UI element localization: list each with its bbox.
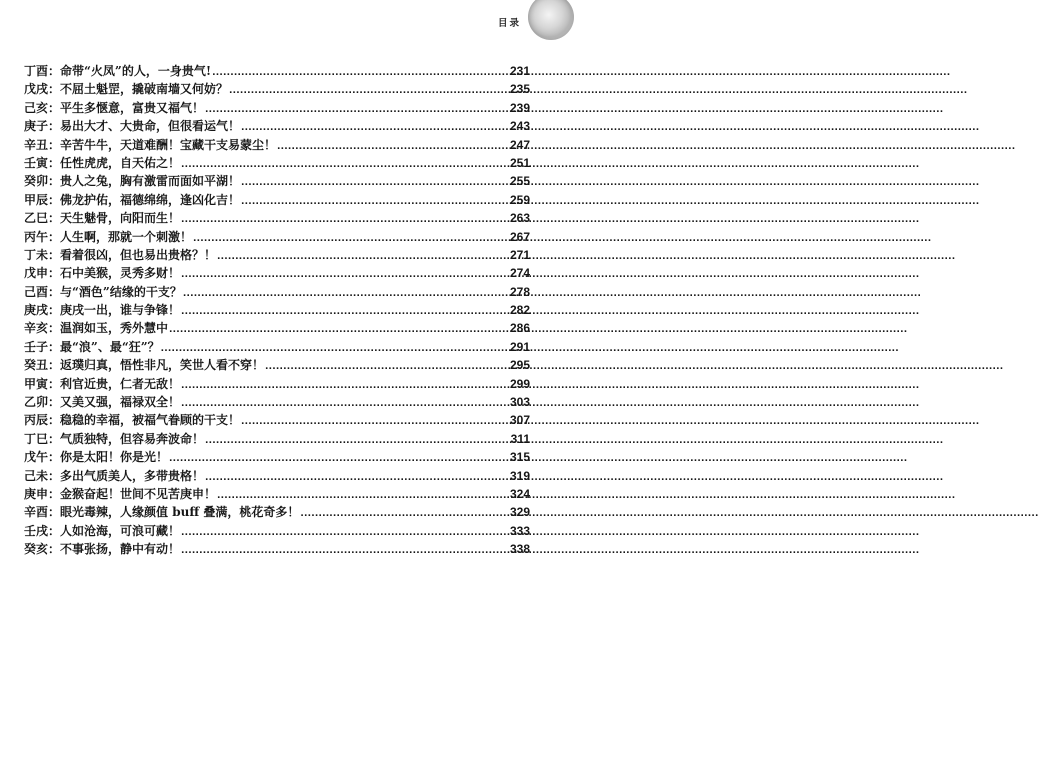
- toc-entry-page-number: 338: [509, 542, 530, 557]
- toc-entry-separator: ：: [48, 64, 61, 78]
- toc-entry-leader-dots: [181, 542, 509, 560]
- toc-entry-stem: 癸卯: [24, 174, 49, 189]
- toc-entry-title: 石中美猴，灵秀多财！: [60, 266, 181, 281]
- toc-entry-separator: ：: [48, 137, 61, 152]
- toc-entry-title: 稳稳的幸福，被福气眷顾的干支！: [60, 413, 241, 428]
- toc-entry-separator: ：: [48, 468, 61, 483]
- toc-entry-title: 人如沧海，可浪可藏！: [60, 523, 181, 538]
- toc-entry-title: 贵人之兔，胸有激雷而面如平湖！: [60, 174, 241, 189]
- toc-entry-title: 气质独特，但容易奔波命！: [60, 431, 205, 446]
- toc-entry-stem: 己亥: [24, 100, 49, 115]
- toc-entry-title: 庚戌一出，谁与争锋！: [60, 303, 181, 318]
- toc-entry-page-number: 263: [509, 211, 530, 226]
- toc-entry[interactable]: [24, 393, 530, 411]
- toc-entry-separator: ：: [48, 247, 61, 262]
- toc-entry[interactable]: [24, 209, 530, 227]
- toc-entry-leader-dots: [241, 193, 509, 211]
- toc-entry-page-number: 239: [509, 100, 530, 115]
- toc-entry-page-number: 235: [509, 82, 530, 97]
- toc-entry-title: 温润如玉，秀外慧中: [60, 321, 169, 336]
- toc-entry-separator: ：: [48, 542, 61, 557]
- toc-entry-separator: ：: [48, 100, 61, 115]
- toc-entry-separator: ：: [48, 155, 61, 170]
- toc-entry-separator: ：: [48, 358, 61, 373]
- toc-entry-separator: ：: [48, 486, 61, 501]
- toc-entry-page-number: 267: [509, 229, 530, 244]
- toc-entry[interactable]: [24, 356, 530, 374]
- toc-entry-stem: 丁未: [24, 247, 49, 262]
- toc-entry[interactable]: [24, 117, 530, 135]
- toc-entry-page-number: 333: [509, 523, 530, 538]
- toc-entry[interactable]: [24, 246, 530, 264]
- toc-entry[interactable]: [24, 411, 530, 429]
- toc-entry-title: 你是太阳！你是光！: [60, 450, 169, 465]
- toc-entry-page-number: 329: [509, 505, 530, 520]
- toc-entry-separator: ：: [48, 119, 61, 134]
- toc-entry[interactable]: [24, 80, 530, 98]
- toc-entry-stem: 壬寅: [24, 155, 49, 170]
- toc-entry-title: 任性虎虎，自天佑之！: [60, 155, 181, 170]
- toc-entry-separator: ：: [48, 266, 61, 281]
- toc-entry-leader-dots: [181, 211, 509, 229]
- toc-entry-separator: ：: [48, 376, 61, 391]
- toc-entry-separator: ：: [48, 450, 61, 465]
- toc-entry-title: 佛龙护佑，福德绵绵，逢凶化吉！: [60, 192, 241, 207]
- toc-entry-title: 多出气质美人，多带贵格！: [60, 468, 205, 483]
- toc-entry-title: 不屈土魁罡，撬破南墙又何妨？: [60, 82, 229, 97]
- toc-entry[interactable]: [24, 319, 530, 337]
- toc-entry-title: 金猴奋起！世间不见苦庚申！: [60, 486, 217, 501]
- toc-entry-stem: 癸丑: [24, 358, 49, 373]
- toc-entry-separator: ：: [48, 431, 61, 446]
- toc-entry-leader-dots: [193, 230, 509, 248]
- toc-entry-title: 又美又强，福禄双全！: [60, 395, 181, 410]
- toc-entry-stem: 戊申: [24, 266, 49, 281]
- toc-entry-leader-dots: [229, 82, 509, 100]
- toc-entry-stem: 乙卯: [24, 395, 49, 410]
- toc-entry[interactable]: [24, 191, 530, 209]
- toc-entry-separator: ：: [48, 174, 61, 189]
- toc-entry-stem: 戊戌: [24, 82, 49, 97]
- toc-entry-separator: ：: [48, 192, 61, 207]
- toc-entry-title: 平生多惬意，富贵又福气！: [60, 100, 205, 115]
- toc-entry-page-number: 274: [509, 266, 530, 281]
- toc-entry-page-number: 303: [509, 395, 530, 410]
- toc-entry-stem: 丙辰: [24, 413, 49, 428]
- toc-entry-page-number: 243: [509, 119, 530, 134]
- toc-entry-title: 命带“火凤”的人，一身贵气!: [60, 64, 212, 78]
- toc-entry-leader-dots: [217, 248, 509, 266]
- toc-entry-separator: ：: [48, 284, 61, 299]
- toc-entry-separator: ：: [48, 523, 61, 538]
- toc-entry-stem: 甲寅: [24, 376, 49, 391]
- toc-entry-page-number: 299: [509, 376, 530, 391]
- toc-entry-stem: 辛丑: [24, 137, 49, 152]
- toc-entry-leader-dots: [181, 266, 509, 284]
- toc-entry[interactable]: [24, 485, 530, 503]
- toc-entry-stem: 壬戌: [24, 523, 49, 538]
- toc-entry-leader-dots: [181, 524, 509, 542]
- toc-entry-page-number: 231: [509, 64, 530, 78]
- toc-entry-stem: 丁酉: [24, 64, 49, 78]
- toc-entry-stem: 戊午: [24, 450, 49, 465]
- toc-entry-page-number: 271: [509, 247, 530, 262]
- toc-entry-leader-dots: [241, 413, 509, 431]
- toc-entry-separator: ：: [48, 82, 61, 97]
- toc-entry-page-number: 324: [509, 486, 530, 501]
- toc-entry-stem: 癸亥: [24, 542, 49, 557]
- toc-entry-leader-dots: [300, 505, 509, 523]
- toc-entry-leader-dots: [241, 119, 509, 137]
- toc-entry-page-number: 259: [509, 192, 530, 207]
- toc-entry[interactable]: [24, 154, 530, 172]
- section-header-label: 目录: [498, 18, 522, 29]
- toc-entry-separator: ：: [48, 211, 61, 226]
- toc-entry-stem: 己未: [24, 468, 49, 483]
- toc-entry-title: 最“浪”、最“狂”？: [60, 339, 160, 354]
- toc-entry[interactable]: [24, 467, 530, 485]
- toc-entry-stem: 丙午: [24, 229, 49, 244]
- toc-entry-title: 不事张扬，静中有动！: [60, 542, 181, 557]
- toc-entry[interactable]: [24, 430, 530, 448]
- toc-entry-title: 返璞归真，悟性非凡，笑世人看不穿！: [60, 358, 265, 373]
- toc-entry-separator: ：: [48, 505, 61, 520]
- toc-entry-page-number: 295: [509, 358, 530, 373]
- toc-entry-stem: 丁巳: [24, 431, 49, 446]
- toc-entry[interactable]: [24, 99, 530, 117]
- toc-entry-title: 辛苦牛牛，天道难酬！宝藏干支易蒙尘！: [60, 137, 277, 152]
- toc-entry-separator: ：: [48, 395, 61, 410]
- toc-entry-leader-dots: [265, 358, 509, 376]
- toc-entry-page-number: 247: [509, 137, 530, 152]
- toc-entry-stem: 甲辰: [24, 192, 49, 207]
- toc-entry-leader-dots: [169, 450, 509, 468]
- toc-entry-page-number: 282: [509, 303, 530, 318]
- toc-entry-separator: ：: [48, 413, 61, 428]
- toc-entry-separator: ：: [48, 303, 61, 318]
- toc-entry-title: 看着很凶，但也易出贵格？！: [60, 247, 217, 262]
- toc-entry-leader-dots: [212, 64, 509, 82]
- toc-entry-stem: 辛亥: [24, 321, 49, 336]
- toc-entry[interactable]: [24, 540, 530, 558]
- toc-entry-page-number: 255: [509, 174, 530, 189]
- toc-entry-page-number: 311: [510, 431, 530, 446]
- toc-entry-page-number: 291: [509, 339, 530, 354]
- toc-entry-leader-dots: [241, 174, 509, 192]
- toc-entry[interactable]: [24, 228, 530, 246]
- toc-entry[interactable]: [24, 338, 530, 356]
- toc-entry-stem: 壬子: [24, 339, 49, 354]
- toc-entry-stem: 己酉: [24, 284, 49, 299]
- toc-entry[interactable]: [24, 264, 530, 282]
- toc-entry-title: 人生啊，那就一个刺激！: [60, 229, 193, 244]
- toc-entry[interactable]: [24, 301, 530, 319]
- toc-entry-title: 易出大才、大贵命，但很看运气！: [60, 119, 241, 134]
- toc-entry[interactable]: [24, 62, 530, 80]
- toc-entry-page-number: 251: [509, 155, 530, 170]
- toc-entry-title: 利官近贵，仁者无敌！: [60, 376, 181, 391]
- toc-entry-separator: ：: [48, 321, 61, 336]
- toc-entry-title: 与“酒色”结缘的干支？: [60, 284, 182, 299]
- toc-entry-page-number: 307: [509, 413, 530, 428]
- toc-entry-leader-dots: [183, 285, 509, 303]
- toc-entry[interactable]: [24, 503, 530, 521]
- toc-entry-leader-dots: [205, 101, 509, 119]
- corner-seal-decoration: [528, 0, 574, 40]
- toc-entry-page-number: 315: [509, 450, 530, 465]
- toc-entry-page-number: 319: [509, 468, 530, 483]
- toc-entry-leader-dots: [181, 377, 509, 395]
- toc-entry[interactable]: [24, 448, 530, 466]
- toc-entry[interactable]: [24, 375, 530, 393]
- toc-entry-leader-dots: [205, 432, 510, 450]
- toc-entry-separator: ：: [48, 229, 61, 244]
- toc-entry-leader-dots: [181, 303, 509, 321]
- toc-entry[interactable]: [24, 172, 530, 190]
- toc-entry-stem: 庚子: [24, 119, 49, 134]
- toc-entry-stem: 庚戌: [24, 303, 49, 318]
- toc-entry[interactable]: [24, 522, 530, 540]
- table-of-contents: [24, 62, 530, 559]
- toc-entry-stem: 庚申: [24, 486, 49, 501]
- toc-entry-page-number: 278: [509, 284, 530, 299]
- toc-entry[interactable]: [24, 283, 530, 301]
- toc-entry-separator: ：: [48, 339, 61, 354]
- toc-entry-page-number: 286: [509, 321, 530, 336]
- toc-entry-leader-dots: [277, 138, 509, 156]
- toc-entry-leader-dots: [205, 469, 509, 487]
- toc-entry-stem: 乙巳: [24, 211, 49, 226]
- toc-entry-title: 天生魅骨，向阳而生！: [60, 211, 181, 226]
- toc-entry-leader-dots: [169, 321, 509, 339]
- toc-entry-title: 眼光毒辣，人缘颜值 buff 叠满，桃花奇多！: [60, 505, 300, 520]
- toc-entry[interactable]: [24, 136, 530, 154]
- toc-entry-stem: 辛酉: [24, 505, 49, 520]
